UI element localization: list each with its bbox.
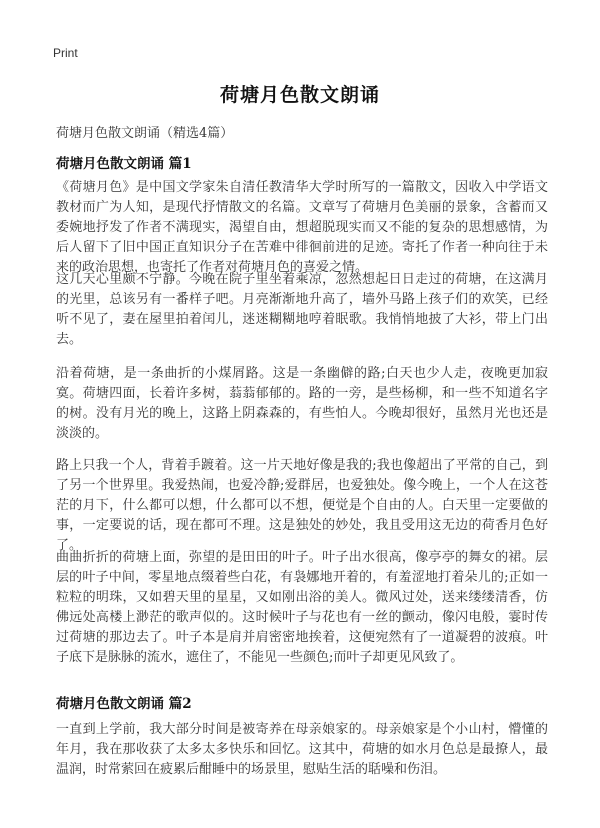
- paragraph: 这几天心里颇不宁静。今晚在院子里坐着乘凉，忽然想起日日走过的荷塘，在这满月的光里，总该另有一番样子吧。月亮渐渐地升高了，墙外马路上孩子们的欢笑，已经听不见了，妻在屋里拍着闰儿，迷迷糊糊地哼着眠歌。我悄悄地披了大衫，带上门出去。: [56, 272, 548, 347]
- paragraph: 《荷塘月色》是中国文学家朱自清任教清华大学时所写的一篇散文，因收入中学语文教材而广为人知，是现代抒情散文的名篇。文章写了荷塘月色美丽的景象，含蓄而又委婉地抒发了作者不满现实，渴望自由，想超脱现实而又不能的复杂的思想感情，为后人留下了旧中国正直知识分子在苦难中徘徊前进的足迹。寄托了作者一种向往于未来的政治思想，也寄托了作者对荷塘月色的喜爱之情。: [56, 180, 548, 275]
- document-title: 荷塘月色散文朗诵: [219, 84, 380, 106]
- print-label[interactable]: Print: [53, 46, 78, 60]
- paragraph: 路上只我一个人，背着手踱着。这一片天地好像是我的;我也像超出了平常的自己，到了另一个世界里。我爱热闹，也爱冷静;爱群居，也爱独处。像今晚上，一个人在这苍茫的月下，什么都可以想，什么都可以不想，便觉是个自由的人。白天里一定要做的事，一定要说的话，现在都可不理。这是独处的妙处，我且受用这无边的荷香月色好了。: [56, 458, 548, 553]
- section-heading-2: 荷塘月色散文朗诵 篇2: [56, 696, 192, 712]
- paragraph: 曲曲折折的荷塘上面，弥望的是田田的叶子。叶子出水很高，像亭亭的舞女的裙。层层的叶子中间，零星地点缀着些白花，有袅娜地开着的，有羞涩地打着朵儿的;正如一粒粒的明珠，又如碧天里的星星，又如刚出浴的美人。微风过处，送来缕缕清香，仿佛远处高楼上渺茫的歌声似的。这时候叶子与花也有一丝的颤动，像闪电般，霎时传过荷塘的那边去了。叶子本是肩并肩密密地挨着，这便宛然有了一道凝碧的波痕。叶子底下是脉脉的流水，遮住了，不能见一些颜色;而叶子却更见风致了。: [56, 550, 548, 665]
- section-heading-1: 荷塘月色散文朗诵 篇1: [56, 156, 192, 172]
- document-subtitle: 荷塘月色散文朗诵（精选4篇）: [56, 126, 234, 141]
- paragraph: 沿着荷塘，是一条曲折的小煤屑路。这是一条幽僻的路;白天也少人走，夜晚更加寂寞。荷塘四面，长着许多树，蓊蓊郁郁的。路的一旁，是些杨柳，和一些不知道名字的树。没有月光的晚上，这路上阴森森的，有些怕人。今晚却很好，虽然月光也还是淡淡的。: [56, 366, 548, 441]
- paragraph: 一直到上学前，我大部分时间是被寄养在母亲娘家的。母亲娘家是个小山村，懵懂的年月，我在那收获了太多太多快乐和回忆。这其中，荷塘的如水月色总是最撩人，最温润，时常萦回在疲累后酣睡中的场景里，慰贴生活的聒噪和伤泪。: [56, 722, 548, 777]
